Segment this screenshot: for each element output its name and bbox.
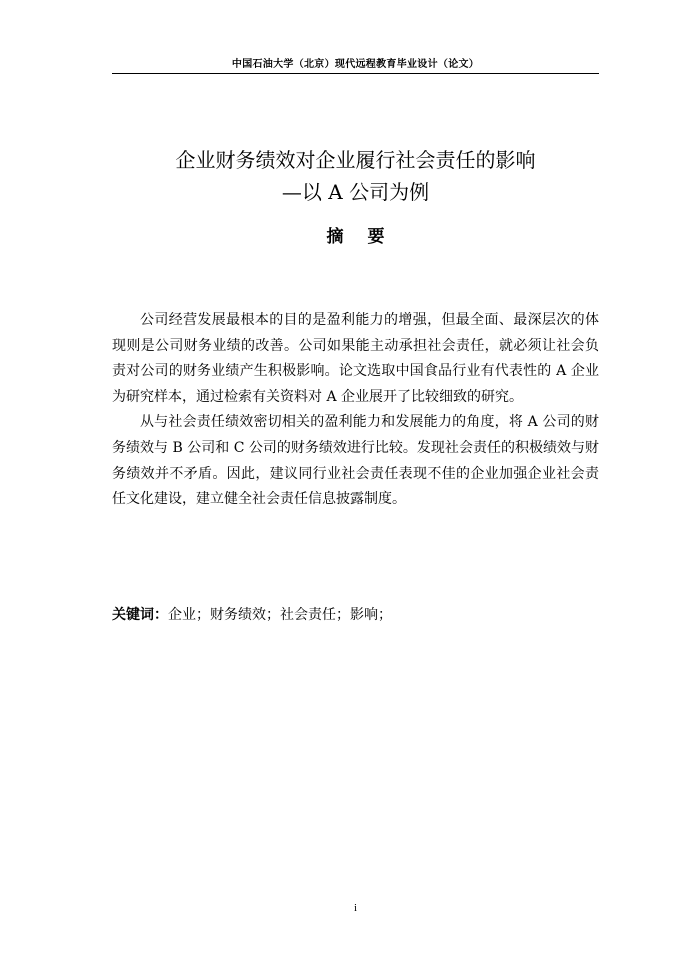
keywords-values: 企业；财务绩效；社会责任；影响； bbox=[168, 607, 392, 623]
header-divider bbox=[112, 73, 599, 74]
abstract-heading: 摘 要 bbox=[326, 227, 394, 247]
abstract-paragraph-1: 公司经营发展最根本的目的是盈利能力的增强，但最全面、最深层次的体现则是公司财务业绩的改善。公司如果能主动承担社会责任，就必须让社会负责对公司的财务业绩产生积极影响。论文选取中国食品行业有代表性的 A 企业为研究样本，通过检索有关资料对 A 企业展开了比较细致的研究。 bbox=[112, 312, 599, 405]
page-number: i bbox=[353, 902, 358, 914]
document-title: 企业财务绩效对企业履行社会责任的影响 bbox=[175, 148, 536, 172]
running-header: 中国石油大学（北京）现代远程教育毕业设计（论文） bbox=[231, 59, 480, 70]
abstract-body bbox=[112, 308, 599, 513]
abstract-paragraph-2: 从与社会责任绩效密切相关的盈利能力和发展能力的角度，将 A 公司的财务绩效与 B 公司和 C 公司的财务绩效进行比较。发现社会责任的积极绩效与财务绩效并不矛盾。因此，建议同行业社会责任表现不佳的企业加强企业社会责任文化建设，建立健全社会责任信息披露制度。 bbox=[112, 414, 599, 508]
keywords-line bbox=[112, 603, 599, 627]
document-subtitle: —以 A 公司为例 bbox=[281, 180, 430, 204]
keywords-label: 关键词： bbox=[112, 607, 168, 623]
